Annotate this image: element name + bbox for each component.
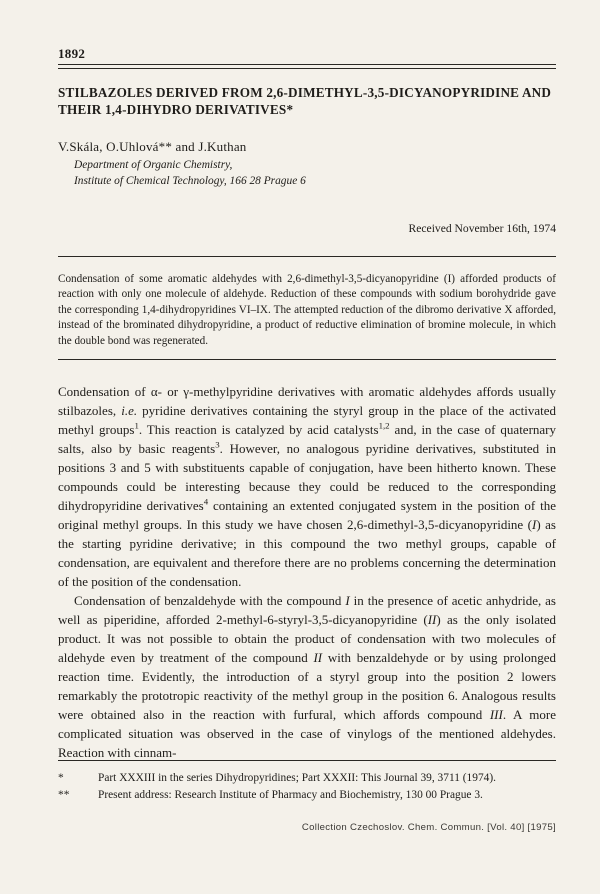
article-authors: V.Skála, O.Uhlová** and J.Kuthan <box>58 139 247 154</box>
footnotes <box>58 770 556 804</box>
header-rule-double <box>58 68 556 69</box>
body-text <box>58 382 556 762</box>
text-run: Condensation of α- or γ-methylpyridine derivatives with aromatic aldehydes affords usually stilbazoles, <box>58 384 556 418</box>
text-run: in the presence of acetic anhydride, as well as piperidine, afforded 2-methyl-6-styryl-3,5-dicyanopyridine ( <box>58 593 556 627</box>
citation-ref: 1 <box>134 420 139 431</box>
abstract-rule-top <box>58 256 556 257</box>
footnote <box>58 770 556 787</box>
footnote-text: Part XXXIII in the series Dihydropyridines; Part XXXII: This Journal 39, 3711 (1974). <box>98 772 496 784</box>
text-run: with benzaldehyde or by using prolonged reaction time. Evidently, the introduction of a styryl group into the position 2 lowers remarkably the prototropic reactivity of the methyl group in the position 6. Analogous results were obtained also in the reaction with furfural, which affords compound <box>58 650 556 722</box>
footnote-mark: ** <box>58 789 70 801</box>
text-run: ) as the starting pyridine derivative; in this compound the two methyl groups, capable of condensation, are equivalent and therefore there are no problems concerning the determination of the position of the condensation. <box>58 517 556 589</box>
text-run: . A more complicated situation was observed in the case of vinylogs of the mentioned aldehydes. Reaction with cinnam- <box>58 707 556 760</box>
abstract-text: Condensation of some aromatic aldehydes with 2,6-dimethyl-3,5-dicyanopyridine (I) afforded products of reaction with only one molecule of aldehyde. Reduction of these compounds with sodium borohydride gave the corresponding 1,4-dihydropyridines VI–IX. The attempted reduction of the dibromo derivative X afforded, instead of the brominated dihydropyridine, a product of reductive elimination of bromine molecule, in which the double bond was regenerated. <box>58 273 556 347</box>
compound-label: III <box>489 707 503 722</box>
abstract-rule-bottom <box>58 359 556 360</box>
text-run: Condensation of benzaldehyde with the compound <box>74 593 346 608</box>
affiliation <box>74 157 306 189</box>
citation-ref: 1,2 <box>378 420 390 431</box>
text-run: ) as the only isolated product. It was not possible to obtain the product of condensation with two molecules of aldehyde even by treatment of the compound <box>58 612 556 665</box>
compound-label: II <box>427 612 437 627</box>
page-number: 1892 <box>58 46 86 61</box>
affiliation-line-1: Department of Organic Chemistry, <box>74 159 233 171</box>
text-run: . This reaction is catalyzed by acid catalysts <box>138 422 379 437</box>
article-title: STILBAZOLES DERIVED FROM 2,6-DIMETHYL-3,5-DICYANOPYRIDINE AND THEIR 1,4-DIHYDRO DERIVATIVES* <box>58 85 552 117</box>
header-rule <box>58 64 556 65</box>
citation-ref: 4 <box>203 496 209 507</box>
body-paragraph-2 <box>58 591 556 762</box>
text-run: . However, no analogous pyridine derivatives, substituted in positions 3 and 5 with substituents capable of conjugation, have been hitherto known. These compounds could be interesting because they could be reduced to the corresponding dihydropyridine derivatives <box>58 441 557 513</box>
text-run: containing an extented conjugated system in the position of the original methyl groups. In this study we have chosen 2,6-dimethyl-3,5-dicyanopyridine ( <box>58 498 556 532</box>
body-paragraph-1 <box>58 382 556 591</box>
footnote <box>58 787 556 804</box>
footnote-rule <box>58 760 556 761</box>
text-run: and, in the case of quaternary salts, also by basic reagents <box>58 422 557 456</box>
compound-label: I <box>345 593 350 608</box>
text-run-italic: i.e. <box>121 403 138 418</box>
footnote-mark: * <box>58 772 64 784</box>
abstract <box>58 272 556 349</box>
affiliation-line-2: Institute of Chemical Technology, 166 28 Prague 6 <box>74 175 306 187</box>
compound-label: I <box>532 517 537 532</box>
journal-footer: Collection Czechoslov. Chem. Commun. [Vol. 40] [1975] <box>301 822 556 833</box>
received-date: Received November 16th, 1974 <box>408 222 556 235</box>
footnote-text: Present address: Research Institute of Pharmacy and Biochemistry, 130 00 Prague 3. <box>98 789 483 801</box>
text-run: pyridine derivatives containing the styryl group in the place of the activated methyl groups <box>58 403 556 437</box>
compound-label: II <box>313 650 323 665</box>
citation-ref: 3 <box>215 439 220 450</box>
